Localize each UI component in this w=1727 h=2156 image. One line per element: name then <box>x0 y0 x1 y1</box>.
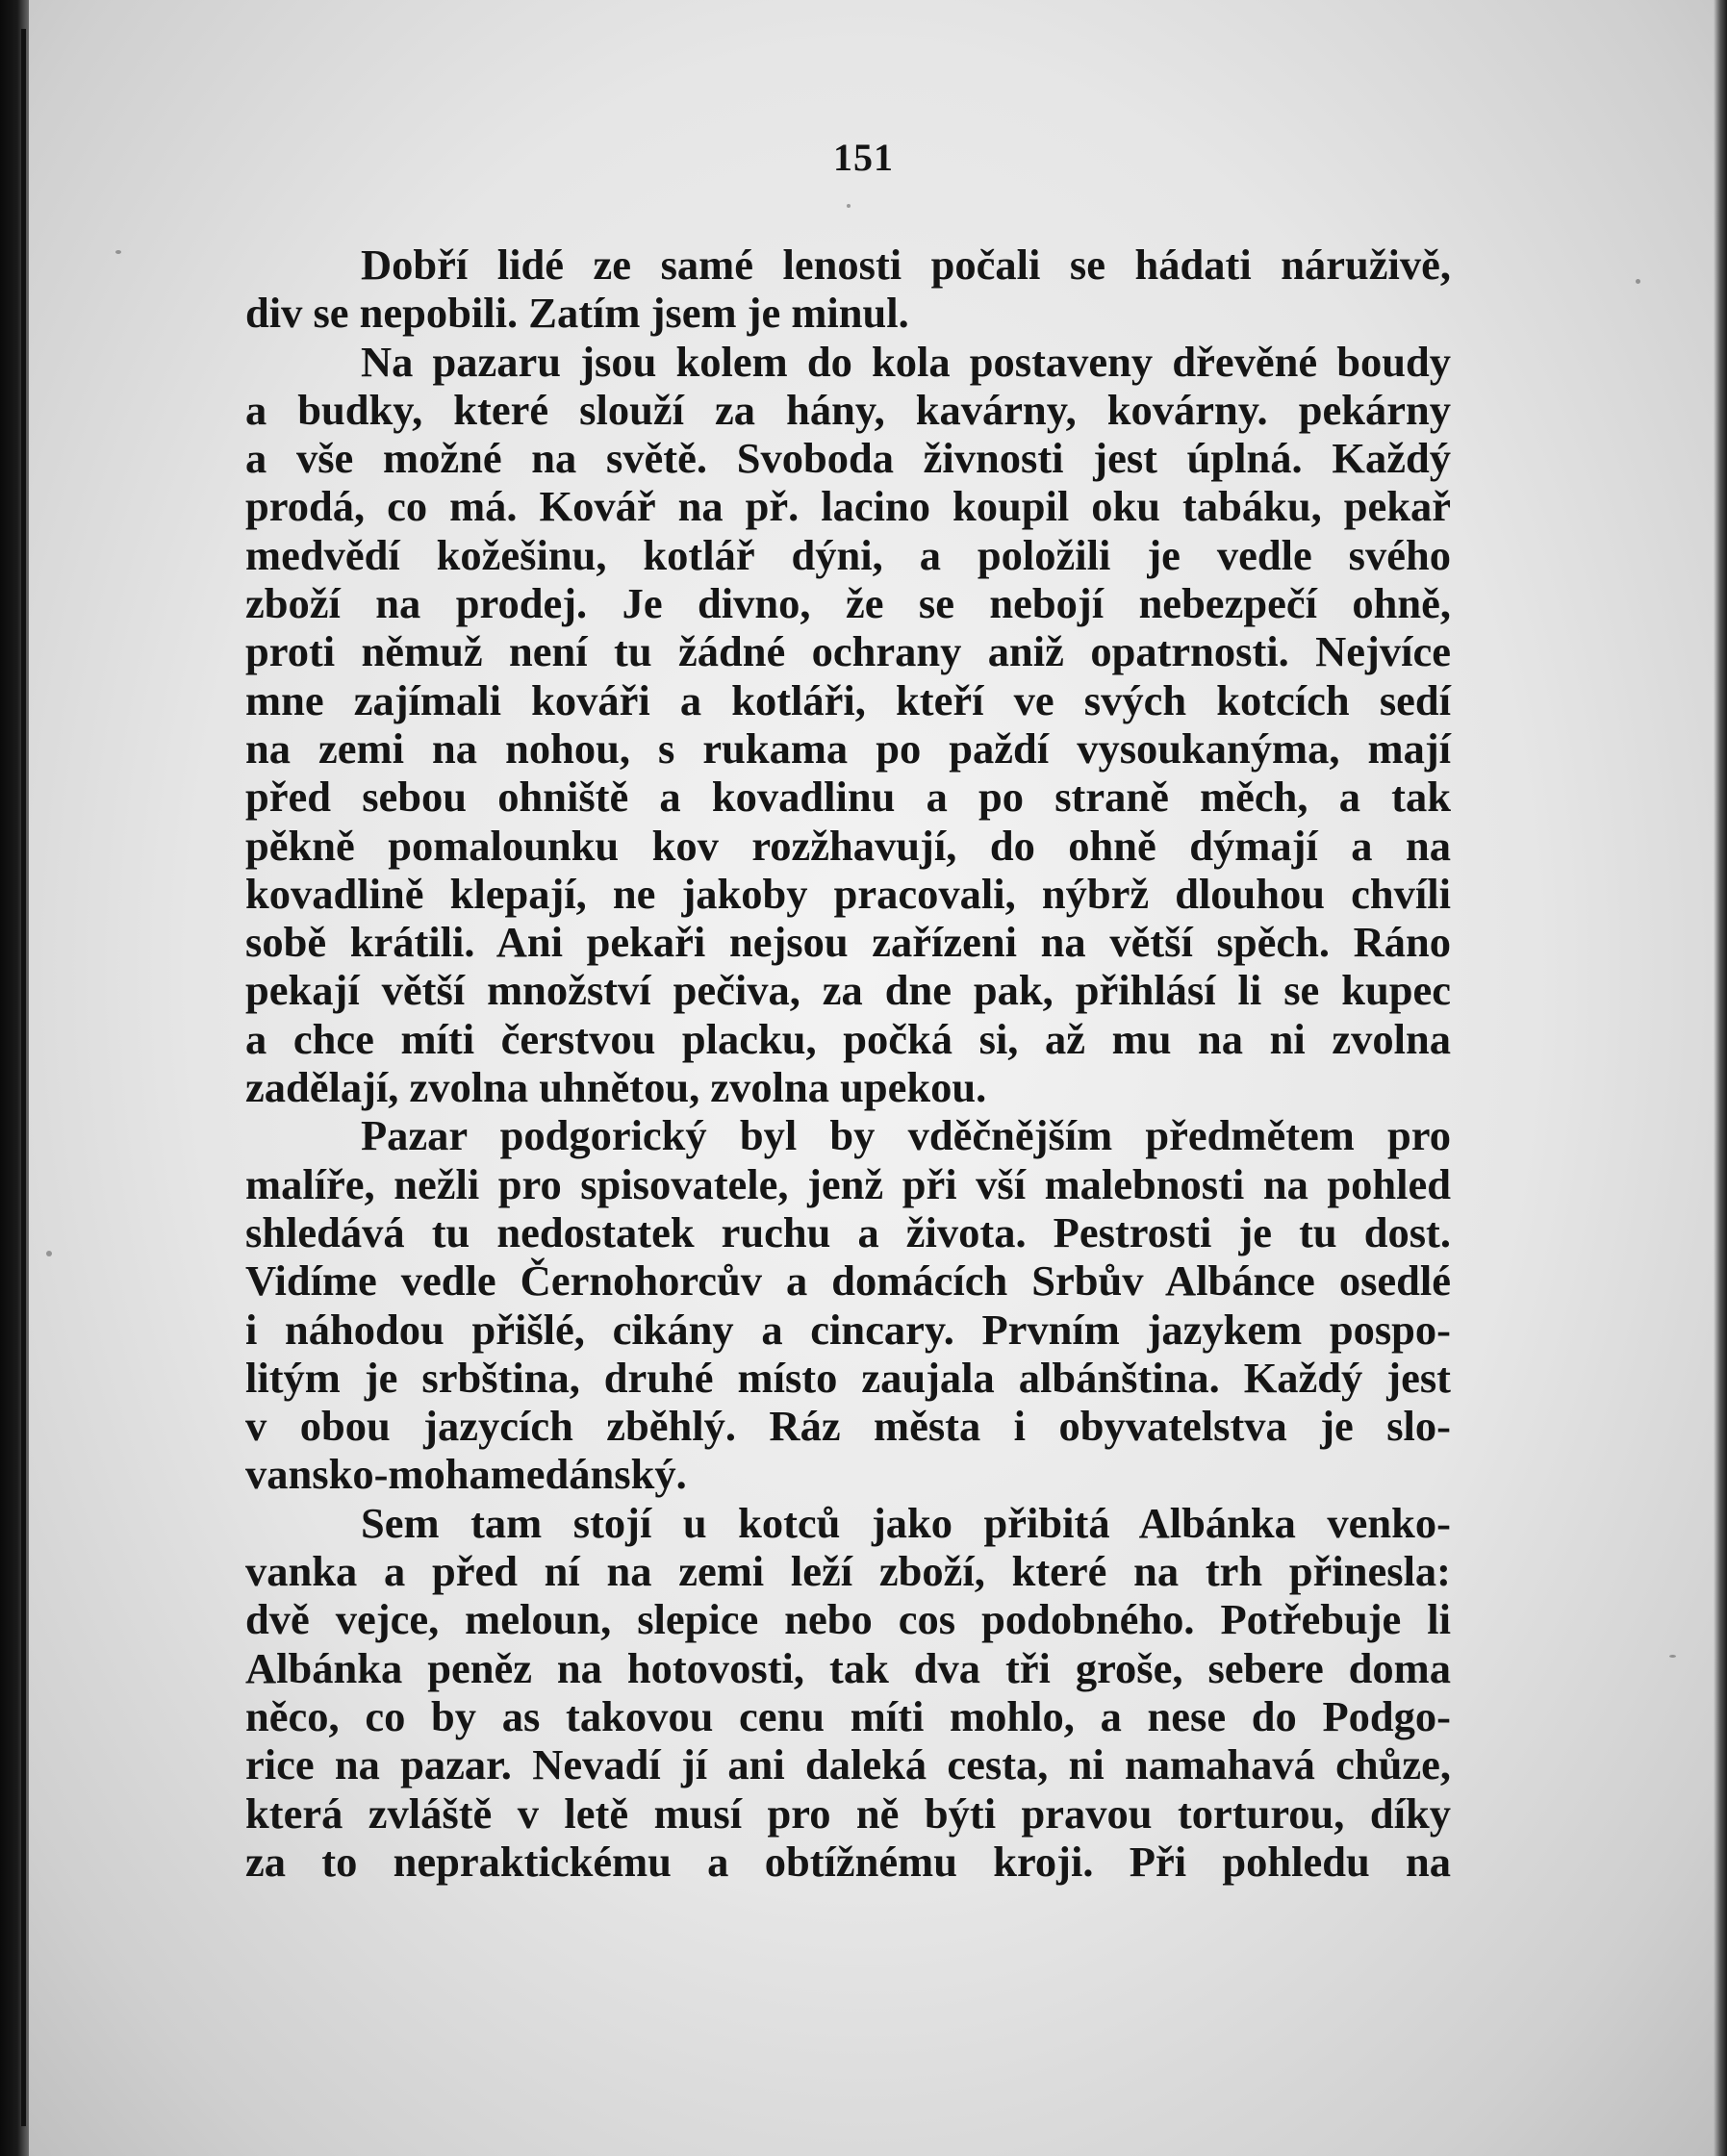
text-line: a chce míti čerstvou placku, počká si, až mu na ni zvolna <box>245 1014 1451 1063</box>
scan-speck <box>1636 279 1640 284</box>
body-text <box>245 241 1451 1886</box>
text-line: Pazar podgorický byl by vděčnějším předmětem pro <box>361 1111 1451 1160</box>
text-line: prodá, co má. Kovář na př. lacino koupil oku tabáku, pekař <box>245 482 1451 531</box>
text-line: sobě krátili. Ani pekaři nejsou zařízeni na větší spěch. Ráno <box>245 918 1451 967</box>
text-line: vansko-mohamedánský. <box>245 1450 687 1499</box>
text-line: v obou jazycích zběhlý. Ráz města i obyvatelstva je slo- <box>245 1402 1451 1451</box>
text-line: litým je srbština, druhé místo zaujala albánština. Každý jest <box>245 1353 1451 1402</box>
page-number: 151 <box>833 136 894 179</box>
text-line: rice na pazar. Nevadí jí ani daleká cesta, ni namahavá chůze, <box>245 1740 1451 1789</box>
text-line: shledává tu nedostatek ruchu a života. Pestrosti je tu dost. <box>245 1207 1451 1256</box>
text-line: Dobří lidé ze samé lenosti počali se hádati náruživě, <box>361 241 1451 289</box>
text-line: a vše možné na světě. Svoboda živnosti jest úplná. Každý <box>245 434 1451 483</box>
text-line: kovadlině klepají, ne jakoby pracovali, nýbrž dlouhou chvíli <box>245 869 1451 918</box>
text-line: div se nepobili. Zatím jsem je minul. <box>245 289 909 338</box>
text-line: Albánka peněz na hotovosti, tak dva tři groše, sebere doma <box>245 1643 1451 1692</box>
text-line: mne zajímali kováři a kotláři, kteří ve svých kotcích sedí <box>245 675 1451 724</box>
text-line: která zvláště v letě musí pro ně býti pravou torturou, díky <box>245 1788 1451 1838</box>
binding-rule <box>21 29 26 2126</box>
scan-speck <box>847 204 851 208</box>
scan-speck <box>46 1251 52 1256</box>
text-line: Vidíme vedle Černohorcův a domácích Srbův Albánce osedlé <box>245 1256 1451 1306</box>
text-line: medvědí kožešinu, kotlář dýni, a položili je vedle svého <box>245 530 1451 579</box>
text-line: zboží na prodej. Je divno, že se nebojí nebezpečí ohně, <box>245 579 1451 628</box>
scan-speck <box>1669 1655 1676 1658</box>
text-line: i náhodou přišlé, cikány a cincary. Prvním jazykem pospo- <box>245 1305 1451 1354</box>
text-line: za to nepraktickému a obtížnému kroji. Při pohledu na <box>245 1837 1451 1886</box>
text-line: Sem tam stojí u kotců jako přibitá Albánka venko- <box>361 1498 1451 1547</box>
text-line: pekají větší množství pečiva, za dne pak, přihlásí li se kupec <box>245 966 1451 1015</box>
page-edge-shadow <box>1714 0 1727 2156</box>
text-line: Na pazaru jsou kolem do kola postaveny dřevěné boudy <box>361 337 1451 386</box>
text-line: vanka a před ní na zemi leží zboží, které na trh přinesla: <box>245 1547 1451 1596</box>
text-line: a budky, které slouží za hány, kavárny, kovárny. pekárny <box>245 385 1451 434</box>
scan-speck <box>115 250 121 254</box>
text-line: na zemi na nohou, s rukama po paždí vysoukanýma, mají <box>245 723 1451 773</box>
text-line: pěkně pomalounku kov rozžhavují, do ohně dýmají a na <box>245 821 1451 870</box>
text-line: proti němuž není tu žádné ochrany aniž opatrnosti. Nejvíce <box>245 627 1451 676</box>
text-line: před sebou ohniště a kovadlinu a po straně měch, a tak <box>245 773 1451 822</box>
text-line: malíře, nežli pro spisovatele, jenž při vší malebnosti na pohled <box>245 1159 1451 1208</box>
text-line: něco, co by as takovou cenu míti mohlo, a nese do Podgo- <box>245 1691 1451 1740</box>
text-line: zadělají, zvolna uhnětou, zvolna upekou. <box>245 1063 987 1112</box>
text-line: dvě vejce, meloun, slepice nebo cos podobného. Potřebuje li <box>245 1595 1451 1644</box>
